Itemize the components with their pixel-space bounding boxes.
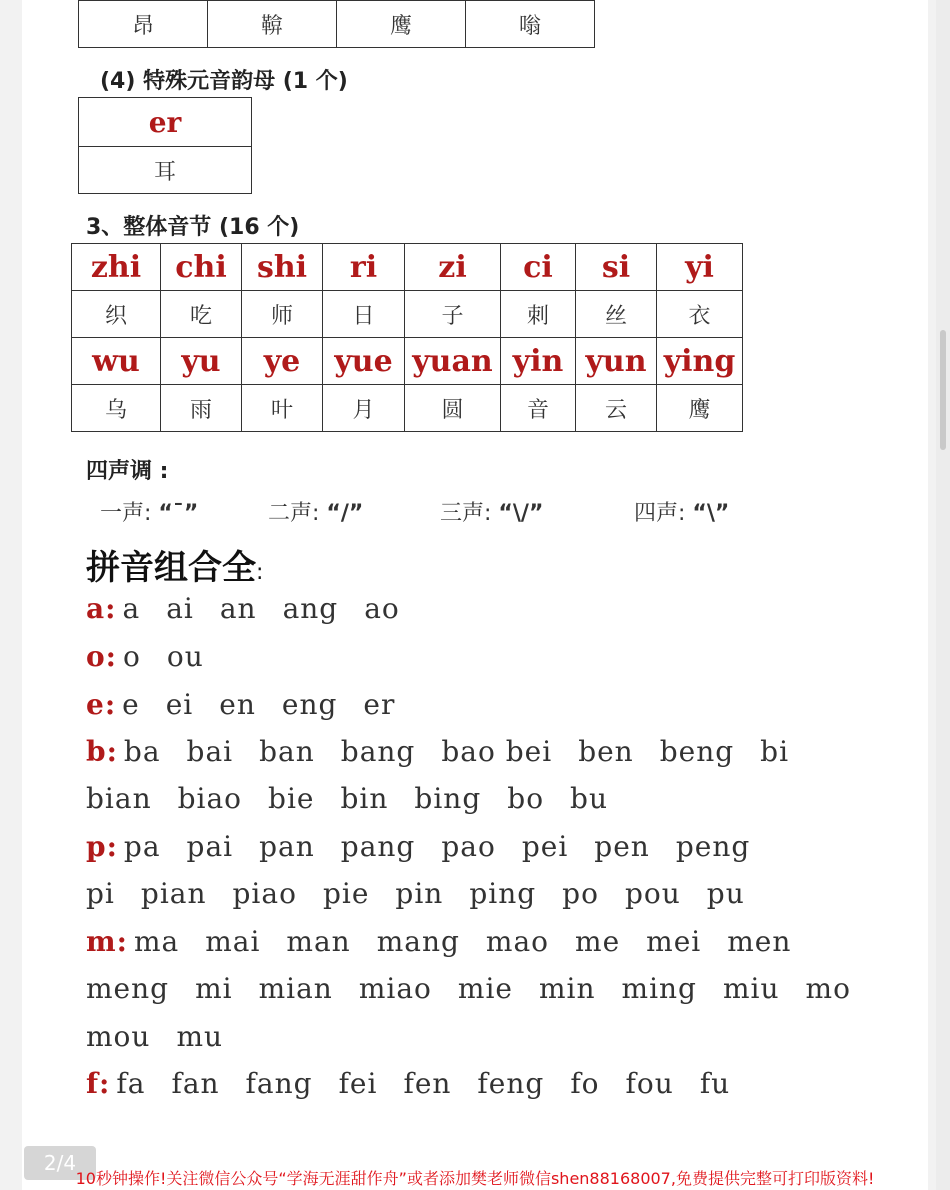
table-cell: 昂 <box>79 1 208 48</box>
pinyin-cell: yu <box>161 338 242 385</box>
tone-mark: “\/” <box>498 501 544 526</box>
pinyin-row <box>86 640 230 673</box>
tone-label: 二声: <box>268 501 320 526</box>
pinyin-syllable: mai <box>205 925 261 958</box>
table-cell: 嗡 <box>466 1 595 48</box>
pinyin-cell: shi <box>242 244 323 291</box>
pinyin-syllable: men <box>727 925 792 958</box>
pinyin-syllable: bing <box>414 782 482 815</box>
pinyin-syllable: peng <box>675 830 751 863</box>
pinyin-cell: er <box>79 98 252 147</box>
pinyin-syllable: fen <box>403 1067 452 1100</box>
pinyin-syllable: pou <box>624 877 681 910</box>
section-3-title: 3、整体音节 (16 个) <box>86 215 300 240</box>
pinyin-row <box>86 925 817 958</box>
tones-title: 四声调 : <box>86 459 169 484</box>
pinyin-syllable: bo <box>507 782 545 815</box>
pinyin-syllable: piao <box>232 877 297 910</box>
pinyin-syllable: ai <box>166 592 194 625</box>
char-cell: 丝 <box>576 291 657 338</box>
pinyin-row-label: e: <box>86 688 117 721</box>
pinyin-syllable: fo <box>570 1067 600 1100</box>
pinyin-cell: ci <box>501 244 576 291</box>
pinyin-syllable: ben <box>578 735 634 768</box>
pinyin-syllable: ping <box>469 877 537 910</box>
pinyin-syllable: ao <box>364 592 400 625</box>
pinyin-syllable: pu <box>706 877 745 910</box>
pinyin-syllable: fan <box>171 1067 220 1100</box>
pinyin-syllable: man <box>286 925 351 958</box>
char-cell: 鹰 <box>657 385 743 432</box>
pinyin-cell: yuan <box>405 338 501 385</box>
pinyin-syllable: pi <box>86 877 115 910</box>
pinyin-syllable: fu <box>699 1067 731 1100</box>
pinyin-syllable: bian <box>86 782 152 815</box>
special-vowel-table <box>78 97 252 194</box>
pinyin-row-label: f: <box>86 1067 111 1100</box>
pinyin-cell: yue <box>323 338 405 385</box>
pinyin-syllable: ban <box>259 735 315 768</box>
pinyin-syllable: pian <box>140 877 207 910</box>
section-4-title: (4) 特殊元音韵母 (1 个) <box>100 69 348 94</box>
pinyin-syllable: mo <box>805 972 851 1005</box>
pinyin-syllable: fei <box>338 1067 378 1100</box>
pinyin-syllable: pie <box>322 877 370 910</box>
scrollbar[interactable] <box>936 0 950 1190</box>
pinyin-syllable: pai <box>186 830 234 863</box>
scrollbar-thumb[interactable] <box>940 330 946 450</box>
char-cell: 师 <box>242 291 323 338</box>
pinyin-syllable: beng <box>659 735 735 768</box>
pinyin-row-label: o: <box>86 640 118 673</box>
pinyin-row-label: m: <box>86 925 128 958</box>
tone-mark: “\” <box>692 501 730 526</box>
pinyin-row <box>86 782 634 815</box>
pinyin-syllable: pin <box>395 877 444 910</box>
pinyin-row <box>86 735 815 768</box>
char-cell: 刺 <box>501 291 576 338</box>
pinyin-syllable: ei <box>165 688 194 721</box>
char-cell: 日 <box>323 291 405 338</box>
pinyin-syllable: mou <box>86 1020 151 1053</box>
pinyin-syllable: ming <box>621 972 697 1005</box>
char-cell: 乌 <box>72 385 161 432</box>
whole-syllable-table <box>71 243 743 432</box>
tone-label: 一声: <box>100 501 152 526</box>
pinyin-combos-title-text: 拼音组合全 <box>86 548 256 588</box>
pinyin-cell: zhi <box>72 244 161 291</box>
pinyin-row <box>86 1067 756 1100</box>
pinyin-syllable: ang <box>282 592 339 625</box>
pinyin-syllable: bao bei <box>441 735 553 768</box>
pinyin-syllable: mie <box>457 972 513 1005</box>
pinyin-syllable: feng <box>477 1067 545 1100</box>
table-cell: 鹰 <box>337 1 466 48</box>
pinyin-syllable: eng <box>281 688 338 721</box>
tone-4 <box>634 496 729 527</box>
pinyin-row <box>86 592 426 625</box>
pinyin-syllable: er <box>363 688 396 721</box>
char-cell: 耳 <box>79 147 252 194</box>
pinyin-row <box>86 688 421 721</box>
pinyin-cell: si <box>576 244 657 291</box>
pinyin-syllable: bin <box>340 782 389 815</box>
pinyin-syllable: meng <box>86 972 170 1005</box>
pinyin-syllable: pa <box>123 830 161 863</box>
pinyin-row-label: a: <box>86 592 117 625</box>
pinyin-syllable: e <box>122 688 140 721</box>
pinyin-syllable: bie <box>268 782 315 815</box>
pinyin-cell: wu <box>72 338 161 385</box>
pinyin-syllable: bi <box>760 735 790 768</box>
pinyin-syllable: ma <box>133 925 180 958</box>
char-cell: 音 <box>501 385 576 432</box>
char-cell: 叶 <box>242 385 323 432</box>
tone-mark: “/” <box>326 501 364 526</box>
table-cell: 鞥 <box>208 1 337 48</box>
page-indicator: 2/4 <box>24 1146 96 1180</box>
pinyin-syllable: ba <box>123 735 161 768</box>
char-cell: 云 <box>576 385 657 432</box>
pinyin-row <box>86 830 776 863</box>
footer-banner: 10秒钟操作!关注微信公众号“学海无涯甜作舟”或者添加樊老师微信shen88168007,免费提供完整可打印版资料! <box>75 1169 875 1188</box>
pinyin-cell: yin <box>501 338 576 385</box>
pinyin-syllable: mei <box>646 925 702 958</box>
pinyin-syllable: pen <box>594 830 650 863</box>
pinyin-syllable: mi <box>195 972 233 1005</box>
pinyin-syllable: pei <box>521 830 569 863</box>
pinyin-syllable: me <box>575 925 621 958</box>
pinyin-syllable: mang <box>376 925 460 958</box>
char-cell: 衣 <box>657 291 743 338</box>
pinyin-row <box>86 972 877 1005</box>
char-cell: 月 <box>323 385 405 432</box>
pinyin-syllable: ou <box>166 640 204 673</box>
pinyin-syllable: min <box>538 972 596 1005</box>
title-colon: : <box>256 560 264 585</box>
pinyin-syllable: mian <box>258 972 333 1005</box>
tone-1 <box>100 496 198 527</box>
pinyin-syllable: bu <box>570 782 609 815</box>
pinyin-cell: yun <box>576 338 657 385</box>
pinyin-syllable: bang <box>340 735 416 768</box>
pinyin-row-label: p: <box>86 830 118 863</box>
pinyin-cell: ying <box>657 338 743 385</box>
pinyin-syllable: pao <box>441 830 496 863</box>
tone-2 <box>268 496 363 527</box>
vowel-table-partial <box>78 0 595 48</box>
pinyin-syllable: an <box>219 592 257 625</box>
pinyin-syllable: po <box>562 877 599 910</box>
char-cell: 雨 <box>161 385 242 432</box>
char-cell: 子 <box>405 291 501 338</box>
pinyin-cell: zi <box>405 244 501 291</box>
pinyin-combos-title <box>86 540 263 589</box>
pinyin-syllable: fang <box>245 1067 313 1100</box>
pinyin-cell: ye <box>242 338 323 385</box>
char-cell: 吃 <box>161 291 242 338</box>
char-cell: 织 <box>72 291 161 338</box>
pinyin-cell: chi <box>161 244 242 291</box>
pinyin-syllable: mao <box>485 925 550 958</box>
char-cell: 圆 <box>405 385 501 432</box>
pinyin-syllable: en <box>219 688 256 721</box>
pinyin-syllable: miu <box>722 972 780 1005</box>
pinyin-syllable: fou <box>625 1067 674 1100</box>
pinyin-syllable: fa <box>116 1067 146 1100</box>
pinyin-syllable: biao <box>177 782 243 815</box>
pinyin-syllable: miao <box>358 972 432 1005</box>
tone-mark: “ˉ” <box>158 501 199 526</box>
pinyin-row <box>86 877 771 910</box>
pinyin-syllable: bai <box>186 735 234 768</box>
pinyin-syllable: mu <box>176 1020 224 1053</box>
pinyin-cell: ri <box>323 244 405 291</box>
tone-3 <box>440 496 543 527</box>
pinyin-syllable: pan <box>259 830 315 863</box>
pinyin-cell: yi <box>657 244 743 291</box>
tone-label: 四声: <box>634 501 686 526</box>
pinyin-syllable: a <box>122 592 141 625</box>
pinyin-syllable: o <box>123 640 141 673</box>
tone-label: 三声: <box>440 501 492 526</box>
pinyin-syllable: pang <box>340 830 416 863</box>
pinyin-row-label: b: <box>86 735 118 768</box>
pinyin-row <box>86 1020 249 1053</box>
